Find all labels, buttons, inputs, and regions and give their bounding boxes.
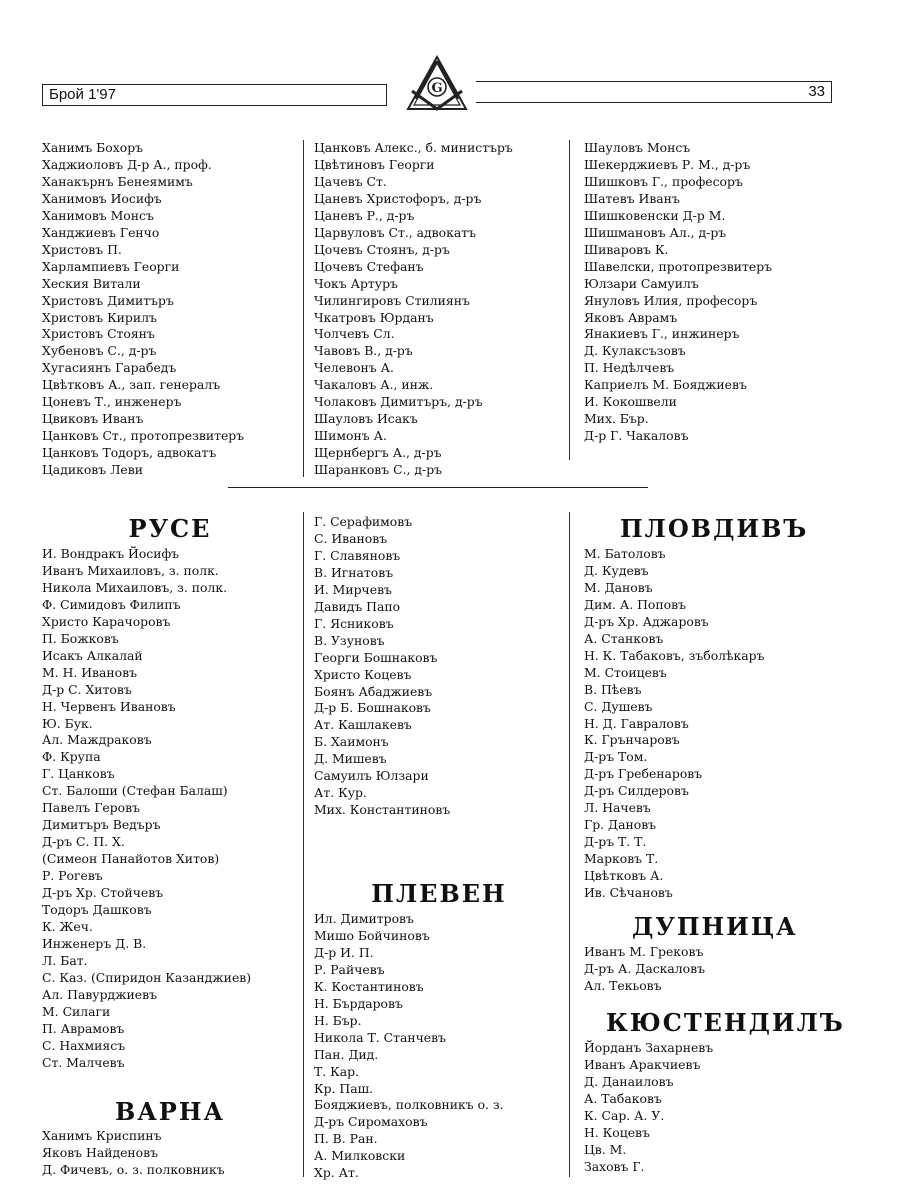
list-item: Д. Кулаксъзовъ (584, 343, 686, 359)
list-item: Ю. Бук. (42, 715, 93, 731)
list-item: Харлампиевъ Георги (42, 258, 180, 274)
list-item: Дим. А. Поповъ (584, 596, 686, 612)
list-item: Гр. Дановъ (584, 817, 657, 833)
list-item: Павелъ Геровъ (42, 800, 140, 816)
list-item: С. Каз. (Спиридон Казанджиев) (42, 969, 252, 985)
list-item: Януловъ Илия, професоръ (584, 292, 758, 308)
list-item: Шавелски, протопрезвитеръ (584, 258, 773, 274)
list-item: Ст. Малчевъ (42, 1054, 125, 1070)
list-item: Цаневъ Р., д-ръ (314, 207, 415, 223)
list-item: Мих. Бър. (584, 411, 649, 427)
list-item: Чилингировъ Стилиянъ (314, 292, 470, 308)
list-item: Н. Бър. (314, 1012, 362, 1028)
list-item: Бояджиевъ, полковникъ о. з. (314, 1097, 504, 1113)
list-item: В. Узуновъ (314, 632, 385, 648)
list-item: Цанковъ Тодоръ, адвокатъ (42, 445, 217, 461)
list-item: Христовъ Кирилъ (42, 309, 157, 325)
list-item: Пан. Дид. (314, 1046, 379, 1062)
list-item: Б. Хаимонъ (314, 734, 389, 750)
list-item: Ал. Павурджиевъ (42, 986, 158, 1002)
heading-dupnitsa: ДУПНИЦА (632, 912, 798, 941)
list-item: Д. Кудевъ (584, 562, 649, 578)
list-item: Цачевъ Ст. (314, 173, 387, 189)
list-item: Каприелъ М. Бояджиевъ (584, 377, 747, 393)
list-item: С. Ивановъ (314, 530, 388, 546)
list-item: А. Станковъ (584, 630, 664, 646)
list-item: Димитъръ Ведъръ (42, 817, 161, 833)
list-item: Мишо Бойчиновъ (314, 927, 430, 943)
list-item: Иванъ Михаиловъ, з. полк. (42, 562, 219, 578)
list-item: Д-р С. Хитовъ (42, 681, 132, 697)
list-item: Цоневъ Т., инженеръ (42, 394, 182, 410)
square-compass-emblem-icon (402, 55, 472, 113)
column-divider (303, 512, 304, 1177)
list-item: Царвуловъ Ст., адвокатъ (314, 224, 476, 240)
list-item: Георги Бошнаковъ (314, 649, 438, 665)
list-item: Д. Данаиловъ (584, 1073, 674, 1089)
list-item: К. Костантиновъ (314, 978, 424, 994)
list-item: Чолаковъ Димитъръ, д-ръ (314, 394, 483, 410)
list-item: Цанковъ Алекс., б. министъръ (314, 140, 513, 155)
list-item: Г. Цанковъ (42, 766, 115, 782)
list-item: Иванъ Аракчиевъ (584, 1056, 701, 1072)
list-item: Шауловъ Монсъ (584, 140, 691, 155)
list-item: Ил. Димитровъ (314, 911, 414, 926)
list-item: Цвѣтковъ А., зап. генералъ (42, 377, 221, 393)
svg-text:G: G (431, 81, 443, 96)
list-item: Христовъ П. (42, 241, 122, 257)
list-item: Христо Коцевъ (314, 666, 412, 682)
list-item: А. Милковски (314, 1148, 406, 1164)
list-item: Шиваровъ К. (584, 241, 669, 257)
list-item: Шимонъ А. (314, 428, 387, 444)
list-item: Ханакърнъ Бенеямимъ (42, 173, 193, 189)
list-item: Щернбергъ А., д-ръ (314, 445, 442, 461)
list-item: Давидъ Папо (314, 598, 401, 614)
heading-kyustendil: КЮСТЕНДИЛЪ (606, 1008, 845, 1037)
list-item: Никола Т. Станчевъ (314, 1029, 446, 1045)
list-item: П. В. Ран. (314, 1131, 378, 1147)
list-item: Р. Рогевъ (42, 868, 103, 884)
list-item: Хаджиоловъ Д-р А., проф. (42, 156, 212, 172)
list-item: А. Табаковъ (584, 1090, 662, 1106)
list-plovdiv (584, 546, 764, 902)
top-list-col1 (42, 140, 244, 479)
list-item: В. Игнатовъ (314, 564, 394, 580)
list-item: Ханджиевъ Генчо (42, 224, 160, 240)
section-divider (228, 487, 648, 488)
list-item: Шекерджиевъ Р. М., д-ръ (584, 156, 751, 172)
list-item: Д. Мишевъ (314, 751, 387, 767)
list-item: К. Грънчаровъ (584, 732, 680, 748)
list-item: Д-ръ Сиромаховъ (314, 1114, 428, 1130)
list-item: Ат. Кашлакевъ (314, 717, 412, 733)
list-item: Хубеновъ С., д-ръ (42, 343, 157, 359)
list-item: Шатевъ Иванъ (584, 190, 680, 206)
list-item: Йорданъ Захарневъ (584, 1040, 714, 1055)
list-item: Цвѣтковъ А. (584, 868, 664, 884)
list-item: Чакаловъ А., инж. (314, 377, 434, 393)
list-item: Мих. Константиновъ (314, 802, 451, 818)
list-item: Цочевъ Стоянъ, д-ръ (314, 241, 450, 257)
list-item: Ф. Крупа (42, 749, 101, 765)
list-item: Юлзари Самуилъ (584, 275, 699, 291)
list-item: Хр. Ат. (314, 1165, 359, 1181)
list-item: М. Стоицевъ (584, 664, 667, 680)
heading-plovdiv: ПЛОВДИВЪ (620, 514, 809, 543)
list-item: Цвиковъ Иванъ (42, 411, 144, 427)
list-item: Ст. Балоши (Стефан Балаш) (42, 783, 228, 799)
list-item: Хугасиянъ Гарабедъ (42, 360, 177, 376)
list-item: Шаранковъ С., д-ръ (314, 462, 443, 478)
list-item: Боянъ Абаджиевъ (314, 683, 433, 699)
list-item: Шауловъ Исакъ (314, 411, 418, 427)
list-item: Яковъ Аврамъ (584, 309, 678, 325)
list-ruse-continued (314, 514, 450, 819)
list-item: Шишмановъ Ал., д-ръ (584, 224, 727, 240)
list-item: Марковъ Т. (584, 851, 659, 867)
list-item: Хеския Витали (42, 275, 141, 291)
list-item: (Симеон Панайотов Хитов) (42, 851, 220, 867)
list-item: М. Н. Ивановъ (42, 664, 137, 680)
list-item: И. Вондракъ Йосифъ (42, 546, 180, 561)
list-item: Шишковенски Д-р М. (584, 207, 726, 223)
list-item: Чокъ Артуръ (314, 275, 398, 291)
list-item: В. Пѣевъ (584, 681, 642, 697)
heading-varna: ВАРНА (114, 1097, 226, 1126)
list-item: Д-р Б. Бошнаковъ (314, 700, 431, 716)
page-number: 33 (476, 81, 832, 103)
list-item: Цв. М. (584, 1141, 627, 1157)
list-item: Д-ръ Т. Т. (584, 834, 647, 850)
list-item: Ал. Маждраковъ (42, 732, 152, 748)
list-item: Л. Начевъ (584, 800, 651, 816)
column-divider (569, 512, 570, 1177)
list-item: И. Кокошвели (584, 394, 677, 410)
list-item: М. Батоловъ (584, 546, 666, 561)
list-item: Н. К. Табаковъ, зъболѣкаръ (584, 647, 765, 663)
list-item: К. Жеч. (42, 918, 93, 934)
list-item: М. Дановъ (584, 579, 653, 595)
list-item: Цадиковъ Леви (42, 462, 143, 478)
list-item: Д-р Г. Чакаловъ (584, 428, 689, 444)
top-list-col3 (584, 140, 772, 445)
list-item: Н. Червенъ Ивановъ (42, 698, 176, 714)
list-item: Яковъ Найденовъ (42, 1144, 158, 1160)
list-varna (42, 1128, 225, 1179)
list-item: Ханимъ Бохоръ (42, 140, 144, 155)
list-dupnitsa (584, 944, 705, 995)
list-item: Д-ръ Хр. Стойчевъ (42, 885, 164, 901)
list-item: Д-ръ А. Даскаловъ (584, 960, 705, 976)
list-item: Тодоръ Дашковъ (42, 902, 152, 918)
list-item: Д-р И. П. (314, 944, 374, 960)
list-pleven (314, 911, 504, 1182)
list-item: Ат. Кур. (314, 785, 367, 801)
column-divider (303, 140, 304, 477)
list-item: Г. Ясниковъ (314, 615, 394, 631)
list-item: И. Мирчевъ (314, 581, 392, 597)
heading-ruse: РУСЕ (128, 514, 212, 543)
list-item: Чолчевъ Сл. (314, 326, 395, 342)
list-item: Никола Михаиловъ, з. полк. (42, 579, 228, 595)
list-item: Д-ръ Том. (584, 749, 648, 765)
list-item: Челевонъ А. (314, 360, 394, 376)
list-item: Христовъ Стоянъ (42, 326, 155, 342)
list-item: Г. Серафимовъ (314, 514, 413, 529)
list-item: Цанковъ Ст., протопрезвитеръ (42, 428, 245, 444)
top-list-col2 (314, 140, 513, 479)
issue-label: Брой 1'97 (42, 84, 387, 106)
list-item: Цочевъ Стефанъ (314, 258, 424, 274)
list-item: С. Нахмиясъ (42, 1037, 126, 1053)
list-item: Ив. Сѣчановъ (584, 885, 673, 901)
list-item: Ханимовъ Монсъ (42, 207, 154, 223)
list-item: Л. Бат. (42, 952, 88, 968)
list-item: Ф. Симидовъ Филипъ (42, 596, 181, 612)
list-item: Ал. Текьовъ (584, 977, 662, 993)
list-item: П. Недѣлчевъ (584, 360, 675, 376)
list-item: Ханимовъ Иосифъ (42, 190, 162, 206)
list-item: Самуилъ Юлзари (314, 768, 429, 784)
list-item: Д-ръ Гребенаровъ (584, 766, 703, 782)
list-item: П. Аврамовъ (42, 1020, 125, 1036)
list-item: Н. Д. Гавраловъ (584, 715, 689, 731)
list-item: Шишковъ Г., професоръ (584, 173, 743, 189)
list-item: Д-ръ Хр. Аджаровъ (584, 613, 709, 629)
list-item: Д-ръ С. П. Х. (42, 834, 125, 850)
list-item: Ханимъ Криспинъ (42, 1128, 162, 1143)
list-item: Цаневъ Христофоръ, д-ръ (314, 190, 482, 206)
list-item: Н. Бърдаровъ (314, 995, 403, 1011)
list-item: Д-ръ Силдеровъ (584, 783, 689, 799)
list-item: Чавовъ В., д-ръ (314, 343, 413, 359)
list-item: Заховъ Г. (584, 1158, 645, 1174)
list-item: С. Душевъ (584, 698, 653, 714)
list-item: Чкатровъ Юрданъ (314, 309, 434, 325)
list-item: Инженеръ Д. В. (42, 935, 147, 951)
list-ruse (42, 546, 251, 1072)
list-item: Христо Карачоровъ (42, 613, 171, 629)
column-divider (569, 140, 570, 460)
list-item: Кр. Паш. (314, 1080, 374, 1096)
list-item: Р. Райчевъ (314, 961, 385, 977)
list-item: Г. Славяновъ (314, 547, 401, 563)
list-item: Т. Кар. (314, 1063, 359, 1079)
list-item: Д. Фичевъ, о. з. полковникъ (42, 1161, 225, 1177)
list-item: К. Сар. А. У. (584, 1107, 665, 1123)
list-item: Н. Коцевъ (584, 1124, 650, 1140)
list-item: М. Силаги (42, 1003, 111, 1019)
list-item: Янакиевъ Г., инжинеръ (584, 326, 740, 342)
list-kyustendil (584, 1040, 713, 1176)
heading-pleven: ПЛЕВЕН (371, 879, 507, 908)
list-item: П. Божковъ (42, 630, 119, 646)
list-item: Исакъ Алкалай (42, 647, 143, 663)
list-item: Христовъ Димитъръ (42, 292, 174, 308)
list-item: Иванъ М. Грековъ (584, 944, 704, 959)
list-item: Цвѣтиновъ Георги (314, 156, 435, 172)
